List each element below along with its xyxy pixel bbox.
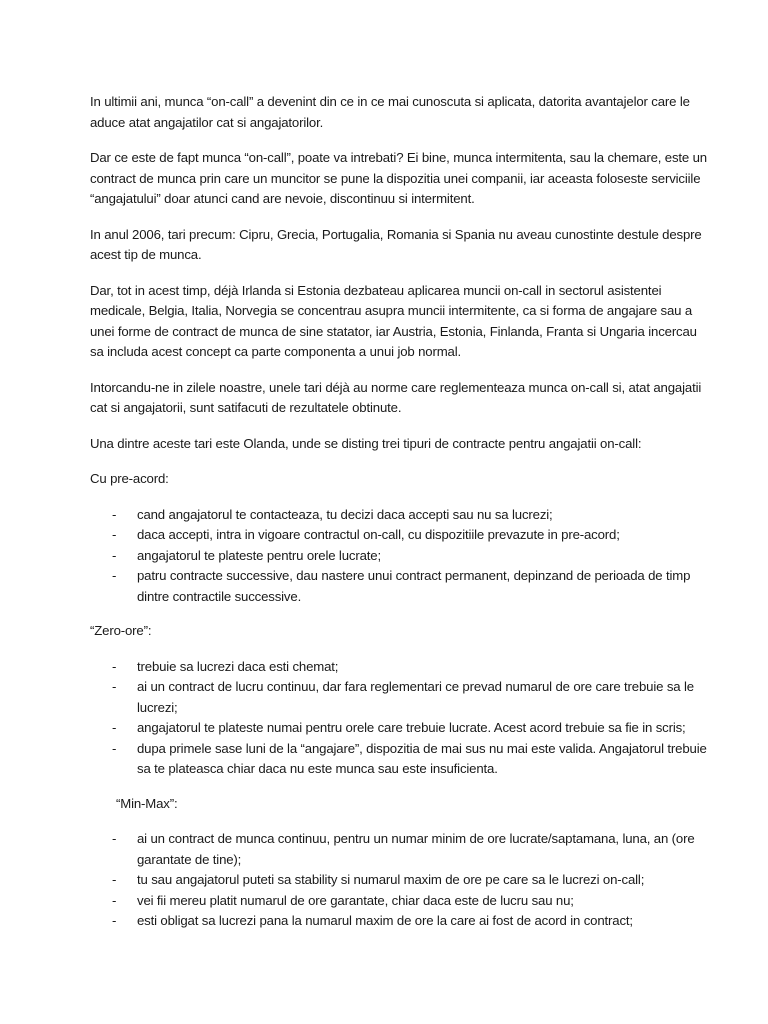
dash-bullet: - <box>112 547 117 563</box>
list-item: - patru contracte successive, dau nastere unui contract permanent, depinzand de perioada de timp dintre contractile successive. <box>112 568 691 604</box>
paragraph-present: Intorcandu-ne in zilele noastre, unele tari déjà au norme care reglementeaza munca on-call si, atat angajatii cat si angajatorii, sunt satifacuti de rezultatele obtinute. <box>90 379 702 415</box>
paragraph-intro: In ultimii ani, munca “on-call” a devenint din ce in ce mai cunoscuta si aplicata, datorita avantajelor care le aduce atat angajatilor cat si angajatorilor. <box>90 94 690 130</box>
dash-bullet: - <box>112 527 117 542</box>
dash-bullet: - <box>112 892 117 908</box>
dash-bullet: - <box>112 720 117 735</box>
dash-bullet: - <box>112 913 117 928</box>
section-heading-pre-acord: Cu pre-acord: <box>90 471 169 486</box>
list-item: - daca accepti, intra in vigoare contractul on-call, cu dispozitiile prevazute in pre-acord; <box>90 525 710 546</box>
list-item: - angajatorul te plateste numai pentru orele care trebuie lucrate. Acest acord trebuie sa fie in scris; <box>90 718 710 739</box>
dash-bullet: - <box>112 831 117 846</box>
paragraph-countries: Dar, tot in acest timp, déjà Irlanda si Estonia dezbateau aplicarea muncii on-call in sectorul asistentei medicale, Belgia, Italia, Norvegia se concentrau asupra muncii intermitente, ca si forma de angajare sau a unei forme de contract de munca de sine statator, iar Austria, Estonia, Finlanda, Franta si Ungaria incercau sa includa acest concept ca parte componenta a unui job normal. <box>90 282 697 359</box>
list-item: - cand angajatorul te contacteaza, tu decizi daca accepti sau nu sa lucrezi; <box>90 505 710 526</box>
list-pre-acord <box>90 505 710 608</box>
list-item: - dupa primele sase luni de la “angajare”, dispozitia de mai sus nu mai este valida. Angajatorul trebuie sa te plateasca chiar daca nu este munca sau este insuficienta. <box>112 740 707 776</box>
list-min-max <box>90 829 710 932</box>
list-item: - angajatorul te plateste pentru orele lucrate; <box>90 546 710 567</box>
dash-bullet: - <box>112 872 117 887</box>
list-zero-ore <box>90 657 710 780</box>
dash-bullet: - <box>112 658 117 674</box>
list-item: - ai un contract de munca continuu, pentru un numar minim de ore lucrate/saptamana, luna, an (ore garantate de tine); <box>112 831 695 867</box>
dash-bullet: - <box>112 740 117 756</box>
list-item: - vei fii mereu platit numarul de ore garantate, chiar daca este de lucru sau nu; <box>90 891 710 912</box>
paragraph-netherlands: Una dintre aceste tari este Olanda, unde se disting trei tipuri de contracte pentru angajatii on-call: <box>90 435 642 451</box>
paragraph-definition: Dar ce este de fapt munca “on-call”, poate va intrebati? Ei bine, munca intermitenta, sau la chemare, este un contract de munca prin care un muncitor se pune la dispozitia unei companii, iar aceasta foloseste serviciile “angajatului” doar atunci cand are nevoie, discontinuu si intermitent. <box>90 150 707 206</box>
dash-bullet: - <box>112 506 117 522</box>
section-heading-min-max: “Min-Max”: <box>116 795 178 811</box>
dash-bullet: - <box>112 568 117 583</box>
dash-bullet: - <box>112 679 117 694</box>
list-item: - trebuie sa lucrezi daca esti chemat; <box>90 657 710 678</box>
paragraph-2006: In anul 2006, tari precum: Cipru, Grecia, Portugalia, Romania si Spania nu aveau cunostinte destule despre acest tip de munca. <box>90 226 702 262</box>
list-item: - ai un contract de lucru continuu, dar fara reglementari ce prevad numarul de ore care trebuie sa le lucrezi; <box>112 679 694 715</box>
document-body <box>90 92 710 946</box>
list-item: - esti obligat sa lucrezi pana la numarul maxim de ore la care ai fost de acord in contract; <box>90 911 710 932</box>
list-item: - tu sau angajatorul puteti sa stability si numarul maxim de ore pe care sa le lucrezi on-call; <box>90 870 710 891</box>
section-heading-zero-ore: “Zero-ore”: <box>90 623 152 638</box>
